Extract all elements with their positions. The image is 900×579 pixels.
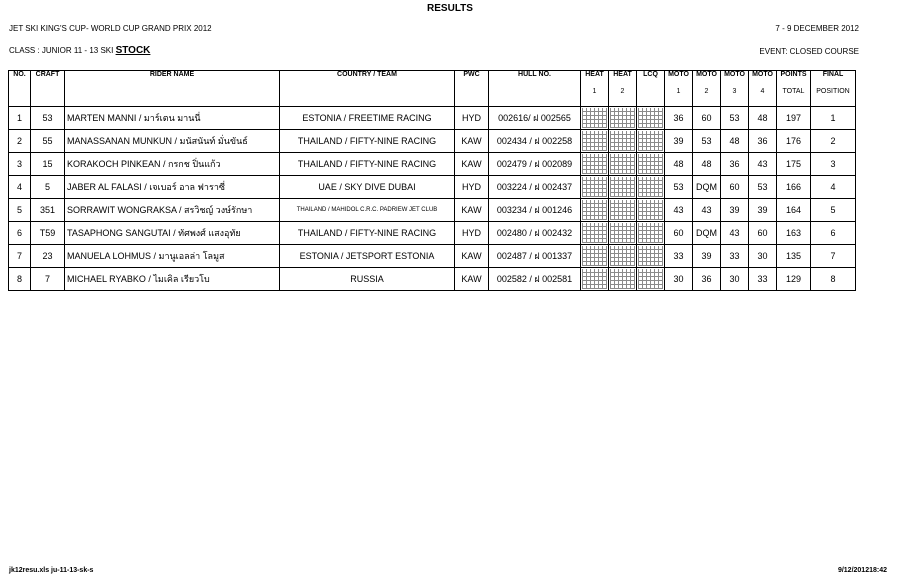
row-points-total: 166 bbox=[777, 176, 811, 199]
row-moto-3: 48 bbox=[721, 130, 749, 153]
row-hull: 002616/ ฝ 002565 bbox=[489, 107, 581, 130]
row-pwc: HYD bbox=[455, 107, 489, 130]
row-craft: 55 bbox=[31, 130, 65, 153]
row-country: ESTONIA / FREETIME RACING bbox=[280, 107, 455, 130]
row-moto-3: 53 bbox=[721, 107, 749, 130]
row-moto-2: 43 bbox=[693, 199, 721, 222]
table-row bbox=[9, 130, 856, 153]
lcq-cell bbox=[637, 245, 665, 268]
class-label bbox=[9, 45, 150, 56]
heat-1-cell bbox=[581, 222, 609, 245]
table-row bbox=[9, 153, 856, 176]
row-moto-2: DQM bbox=[693, 176, 721, 199]
row-moto-4: 39 bbox=[749, 199, 777, 222]
row-no: 1 bbox=[9, 107, 31, 130]
row-craft: 351 bbox=[31, 199, 65, 222]
row-points-total: 176 bbox=[777, 130, 811, 153]
heat-2-cell bbox=[609, 222, 637, 245]
row-moto-2: DQM bbox=[693, 222, 721, 245]
col-pwc: PWC bbox=[455, 71, 489, 107]
hatched-cell-fill bbox=[610, 200, 635, 220]
footer-timestamp: 9/12/201218:42 bbox=[837, 567, 887, 574]
row-rider: MARTEN MANNI / มาร์เตน มานนี่ bbox=[65, 107, 280, 130]
lcq-cell bbox=[637, 176, 665, 199]
heat-2-cell bbox=[609, 245, 637, 268]
hatched-cell-fill bbox=[582, 177, 607, 197]
hatched-cell-fill bbox=[582, 200, 607, 220]
row-moto-4: 53 bbox=[749, 176, 777, 199]
event-type: EVENT: CLOSED COURSE bbox=[759, 47, 859, 56]
row-moto-1: 60 bbox=[665, 222, 693, 245]
hatched-cell-fill bbox=[582, 154, 607, 174]
heat-2-cell bbox=[609, 268, 637, 291]
header-row bbox=[9, 71, 856, 107]
lcq-cell bbox=[637, 153, 665, 176]
row-points-total: 175 bbox=[777, 153, 811, 176]
row-country: THAILAND / MAHIDOL C.R.C. PADRIEW JET CLUB bbox=[280, 199, 455, 222]
row-rider: JABER AL FALASI / เจเบอร์ อาล ฟาราซี่ bbox=[65, 176, 280, 199]
row-pwc: KAW bbox=[455, 153, 489, 176]
row-craft: 7 bbox=[31, 268, 65, 291]
col-country: COUNTRY / TEAM bbox=[280, 71, 455, 107]
row-points-total: 135 bbox=[777, 245, 811, 268]
hatched-cell-fill bbox=[638, 246, 663, 266]
hatched-cell-fill bbox=[582, 223, 607, 243]
col-heat-2: HEAT 2 bbox=[609, 71, 637, 107]
row-final-position: 6 bbox=[811, 222, 856, 245]
row-moto-2: 48 bbox=[693, 153, 721, 176]
row-moto-1: 39 bbox=[665, 130, 693, 153]
event-name: JET SKI KING'S CUP- WORLD CUP GRAND PRIX 2012 bbox=[9, 24, 212, 33]
hatched-cell-fill bbox=[582, 131, 607, 151]
row-pwc: HYD bbox=[455, 222, 489, 245]
table-row bbox=[9, 222, 856, 245]
row-final-position: 3 bbox=[811, 153, 856, 176]
heat-1-cell bbox=[581, 107, 609, 130]
heat-2-cell bbox=[609, 107, 637, 130]
lcq-cell bbox=[637, 199, 665, 222]
row-no: 6 bbox=[9, 222, 31, 245]
col-hull: HULL NO. bbox=[489, 71, 581, 107]
table-row bbox=[9, 245, 856, 268]
row-country: RUSSIA bbox=[280, 268, 455, 291]
row-moto-3: 33 bbox=[721, 245, 749, 268]
heat-1-cell bbox=[581, 176, 609, 199]
row-pwc: KAW bbox=[455, 130, 489, 153]
row-final-position: 2 bbox=[811, 130, 856, 153]
hatched-cell-fill bbox=[638, 154, 663, 174]
row-moto-1: 43 bbox=[665, 199, 693, 222]
hatched-cell-fill bbox=[638, 177, 663, 197]
row-rider: SORRAWIT WONGRAKSA / สรวิชญ์ วงษ์รักษา bbox=[65, 199, 280, 222]
class-stock: STOCK bbox=[115, 45, 151, 56]
hatched-cell-fill bbox=[610, 246, 635, 266]
row-moto-2: 36 bbox=[693, 268, 721, 291]
row-final-position: 5 bbox=[811, 199, 856, 222]
row-moto-3: 60 bbox=[721, 176, 749, 199]
row-hull: 003224 / ฝ 002437 bbox=[489, 176, 581, 199]
row-final-position: 1 bbox=[811, 107, 856, 130]
row-hull: 002480 / ฝ 002432 bbox=[489, 222, 581, 245]
hatched-cell-fill bbox=[582, 108, 607, 128]
row-moto-1: 53 bbox=[665, 176, 693, 199]
lcq-cell bbox=[637, 107, 665, 130]
heat-2-cell bbox=[609, 176, 637, 199]
heat-2-cell bbox=[609, 199, 637, 222]
row-moto-4: 43 bbox=[749, 153, 777, 176]
row-rider: MANASSANAN MUNKUN / มนัสนันท์ มั่นขันธ์ bbox=[65, 130, 280, 153]
hatched-cell-fill bbox=[610, 269, 635, 289]
row-final-position: 7 bbox=[811, 245, 856, 268]
row-moto-3: 36 bbox=[721, 153, 749, 176]
row-no: 5 bbox=[9, 199, 31, 222]
row-hull: 002582 / ฝ 002581 bbox=[489, 268, 581, 291]
row-moto-4: 36 bbox=[749, 130, 777, 153]
heat-1-cell bbox=[581, 130, 609, 153]
row-pwc: KAW bbox=[455, 199, 489, 222]
row-moto-1: 30 bbox=[665, 268, 693, 291]
col-moto-1: MOTO 1 bbox=[665, 71, 693, 107]
hatched-cell-fill bbox=[582, 269, 607, 289]
hatched-cell-fill bbox=[582, 246, 607, 266]
heat-1-cell bbox=[581, 199, 609, 222]
lcq-cell bbox=[637, 268, 665, 291]
row-moto-2: 39 bbox=[693, 245, 721, 268]
col-craft: CRAFT bbox=[31, 71, 65, 107]
row-final-position: 8 bbox=[811, 268, 856, 291]
row-no: 7 bbox=[9, 245, 31, 268]
hatched-cell-fill bbox=[610, 223, 635, 243]
row-country: THAILAND / FIFTY-NINE RACING bbox=[280, 130, 455, 153]
row-hull: 002479 / ฝ 002089 bbox=[489, 153, 581, 176]
col-moto-4: MOTO 4 bbox=[749, 71, 777, 107]
page-title: RESULTS bbox=[427, 3, 473, 14]
table-row bbox=[9, 107, 856, 130]
row-no: 3 bbox=[9, 153, 31, 176]
row-points-total: 163 bbox=[777, 222, 811, 245]
hatched-cell-fill bbox=[610, 154, 635, 174]
row-moto-3: 43 bbox=[721, 222, 749, 245]
col-points: POINTS TOTAL bbox=[777, 71, 811, 107]
hatched-cell-fill bbox=[610, 177, 635, 197]
row-rider: MICHAEL RYABKO / ไมเคิล เรียวโบ bbox=[65, 268, 280, 291]
row-points-total: 129 bbox=[777, 268, 811, 291]
row-no: 8 bbox=[9, 268, 31, 291]
row-craft: 5 bbox=[31, 176, 65, 199]
row-moto-4: 33 bbox=[749, 268, 777, 291]
row-hull: 002434 / ฝ 002258 bbox=[489, 130, 581, 153]
row-craft: 15 bbox=[31, 153, 65, 176]
heat-2-cell bbox=[609, 153, 637, 176]
row-country: THAILAND / FIFTY-NINE RACING bbox=[280, 153, 455, 176]
hatched-cell-fill bbox=[638, 269, 663, 289]
lcq-cell bbox=[637, 130, 665, 153]
row-moto-1: 48 bbox=[665, 153, 693, 176]
row-rider: TASAPHONG SANGUTAI / ทัศพงศ์ แสงอุทัย bbox=[65, 222, 280, 245]
class-prefix: CLASS : JUNIOR 11 - 13 SKI bbox=[9, 46, 114, 55]
row-rider: KORAKOCH PINKEAN / กรกช ปิ่นแก้ว bbox=[65, 153, 280, 176]
row-moto-2: 53 bbox=[693, 130, 721, 153]
row-moto-3: 39 bbox=[721, 199, 749, 222]
results-table bbox=[8, 70, 856, 291]
row-craft: 23 bbox=[31, 245, 65, 268]
row-moto-3: 30 bbox=[721, 268, 749, 291]
heat-2-cell bbox=[609, 130, 637, 153]
col-heat-1: HEAT 1 bbox=[581, 71, 609, 107]
heat-1-cell bbox=[581, 153, 609, 176]
heat-1-cell bbox=[581, 268, 609, 291]
row-pwc: KAW bbox=[455, 268, 489, 291]
row-no: 4 bbox=[9, 176, 31, 199]
col-moto-2: MOTO 2 bbox=[693, 71, 721, 107]
row-craft: T59 bbox=[31, 222, 65, 245]
row-moto-4: 30 bbox=[749, 245, 777, 268]
col-final: FINAL POSITION bbox=[811, 71, 856, 107]
col-rider: RIDER NAME bbox=[65, 71, 280, 107]
event-dates: 7 - 9 DECEMBER 2012 bbox=[775, 24, 859, 33]
row-moto-1: 33 bbox=[665, 245, 693, 268]
row-hull: 002487 / ฝ 001337 bbox=[489, 245, 581, 268]
hatched-cell-fill bbox=[638, 131, 663, 151]
row-no: 2 bbox=[9, 130, 31, 153]
row-pwc: KAW bbox=[455, 245, 489, 268]
row-country: ESTONIA / JETSPORT ESTONIA bbox=[280, 245, 455, 268]
row-country: UAE / SKY DIVE DUBAI bbox=[280, 176, 455, 199]
row-moto-4: 48 bbox=[749, 107, 777, 130]
row-hull: 003234 / ฝ 001246 bbox=[489, 199, 581, 222]
row-craft: 53 bbox=[31, 107, 65, 130]
heat-1-cell bbox=[581, 245, 609, 268]
col-no: NO. bbox=[9, 71, 31, 107]
col-lcq: LCQ bbox=[637, 71, 665, 107]
hatched-cell-fill bbox=[638, 108, 663, 128]
row-pwc: HYD bbox=[455, 176, 489, 199]
row-points-total: 164 bbox=[777, 199, 811, 222]
row-moto-4: 60 bbox=[749, 222, 777, 245]
table-row bbox=[9, 268, 856, 291]
row-final-position: 4 bbox=[811, 176, 856, 199]
table-row bbox=[9, 176, 856, 199]
hatched-cell-fill bbox=[638, 223, 663, 243]
col-moto-3: MOTO 3 bbox=[721, 71, 749, 107]
lcq-cell bbox=[637, 222, 665, 245]
row-points-total: 197 bbox=[777, 107, 811, 130]
row-moto-2: 60 bbox=[693, 107, 721, 130]
row-rider: MANUELA LOHMUS / มานูเอลล่า โลมูส bbox=[65, 245, 280, 268]
hatched-cell-fill bbox=[610, 108, 635, 128]
hatched-cell-fill bbox=[610, 131, 635, 151]
hatched-cell-fill bbox=[638, 200, 663, 220]
row-country: THAILAND / FIFTY-NINE RACING bbox=[280, 222, 455, 245]
row-moto-1: 36 bbox=[665, 107, 693, 130]
table-row bbox=[9, 199, 856, 222]
footer-filename: jk12resu.xls ju-11-13-sk-s bbox=[9, 567, 94, 574]
